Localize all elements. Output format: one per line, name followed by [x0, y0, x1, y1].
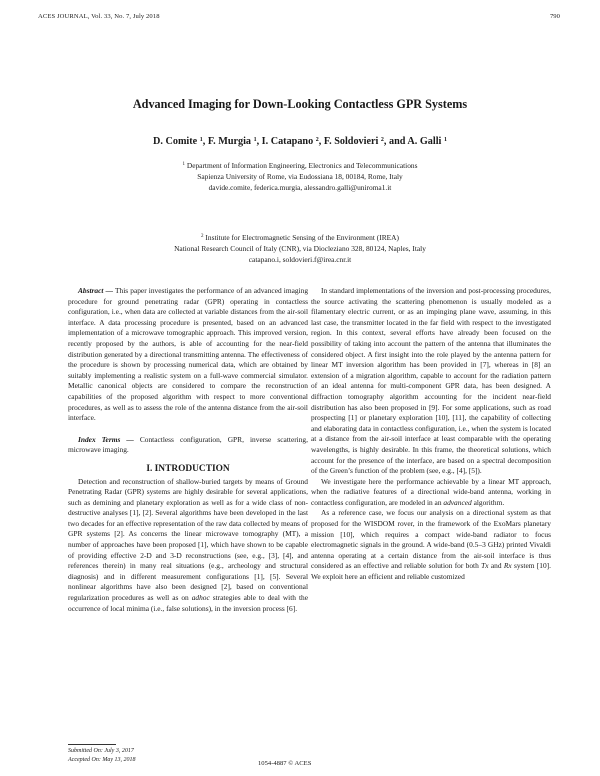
affiliation-email: davide.comite, federica.murgia, alessandro.galli@uniroma1.it [208, 183, 392, 193]
right-column [311, 286, 551, 583]
author-name: D. Comite [153, 136, 198, 147]
abstract [68, 286, 308, 424]
paragraph-text: We investigate here the performance achievable by a linear MT approach, when the radiative features of a directional wide-band antenna, working in contactless configuration, are modeled in an [311, 476, 551, 507]
index-terms-label: Index Terms — [78, 434, 134, 444]
paragraph-italic: Rx [503, 561, 512, 571]
author-list: D. Comite $^1$, F. Murgia $^1$, I. Catapano $^2$, F. Soldovieri $^2$, and A. Galli $^1$ [153, 136, 447, 147]
paragraph-italic: adhoc [191, 593, 210, 603]
submitted-date: Submitted On: July 3, 2017 [68, 748, 134, 754]
affiliation-email: catapano.i, soldovieri.f@irea.cnr.it [248, 255, 352, 265]
paragraph-text: As a reference case, we focus our analysis on a directional system as that proposed for the WISDOM rover, in the framework of the ExoMars planetary mission [10], which requires a compact wide-band radiator to focus electromagnetic signals in the ground. A wide-band (0.5–3 GHz) printed Vivaldi antenna operating at a certain distance from the air-soil interface is thus considered as an effective and reliable solution for both [311, 508, 551, 571]
author-name: F. Soldovieri [323, 136, 379, 147]
affiliation-line: Department of Information Engineering, Electronics and Telecommunications [186, 161, 418, 170]
intro-paragraph-1 [68, 477, 308, 615]
affiliation-number: 1 [182, 162, 185, 167]
intro-paragraph-4 [311, 508, 551, 582]
author-and: and [389, 136, 406, 147]
issn-copyright: 1054-4887 © ACES [258, 760, 312, 767]
paragraph-italic: Tx [481, 561, 489, 571]
affiliation-line: Sapienza University of Rome, via Eudossiana 18, 00184, Rome, Italy [197, 172, 403, 182]
paper-title: Advanced Imaging for Down-Looking Contactless GPR Systems [132, 97, 468, 111]
author-affiliation-mark: 1 [443, 137, 447, 143]
paragraph-italic: advanced [443, 497, 472, 507]
paragraph-text: algorithm. [473, 497, 505, 507]
intro-paragraph-3 [311, 477, 551, 509]
abstract-label: Abstract — [78, 286, 113, 295]
footnote-rule [68, 744, 116, 745]
affiliation-2 [0, 231, 600, 266]
affiliation-number: 2 [201, 234, 204, 239]
journal-header: ACES JOURNAL, Vol. 33, No. 7, July 2018 [38, 13, 160, 20]
paragraph-text: and [490, 561, 502, 571]
author-affiliation-mark: 1 [253, 137, 257, 143]
index-terms-text: Contactless configuration, GPR, inverse scattering, microwave imaging. [68, 434, 308, 455]
author-affiliation-mark: 1 [199, 137, 203, 143]
affiliation-line: National Research Council of Italy (CNR), via Diocleziano 328, 80124, Naples, Italy [174, 244, 426, 254]
intro-paragraph-2: In standard implementations of the inversion and post-processing procedures, the source activating the scattering phenomenon is usually modeled as a filamentary electric current, or as an impinging plane wave, assuming, in this last case, the transmitter located in the far field with respect to the investigated region. In this context, several efforts have already been focused on the possibility of taking into account the pattern of the antenna that illuminates the considered object. A first insight into the role played by the antenna pattern for linear MT inversion algorithm has been provided in [7], whereas in [8] an extension of a migration algorithm, capable to account for the radiation pattern of an ideal antenna for multi-component GPR data, has been designed. A diffraction tomography algorithm accounting for the incident near-field distribution has also been proposed in [9]. For some applications, such as road prospecting [1] or planetary exploration [10], [11], the capability of collecting and elaborating data in contactless configuration, i.e., when the system is located at a distance from the air-soil interface at least comparable with the operating wavelengths, is highly desirable. In this frame, the theoretical solutions, which account for the presence of the interface, are based on a spectral decomposition of the Green’s function of the problem (see, e.g., [4], [5]). [311, 286, 551, 476]
author-name: I. Catapano [261, 136, 314, 147]
abstract-text: This paper investigates the performance of an advanced imaging procedure for ground penetrating radar (GPR) operating in contactless configuration, i.e., when data are collected at variable distances from the air-soil interface. A data processing procedure is presented, based on an advanced implementation of a microwave tomographic approach. This improved version, recently proposed by the authors, is able of accounting for the near-field distribution generated by a directional transmitting antenna. The effectiveness of the procedure is shown by processing numerical data, which are obtained by suitably implementing a realistic system on a full-wave commercial simulator. Metallic canonical objects are considered to compare the reconstruction capabilities of the proposed algorithm with respect to more conventional procedures, as well as to assess the role of the antenna distance from the air-soil interface. [68, 286, 309, 423]
author-name: F. Murgia [207, 136, 252, 147]
paragraph-text: strategies able to deal with the occurrence of local minima (i.e., false solutions), in the inversion process [6]. [68, 593, 308, 613]
affiliation-1 [0, 159, 600, 194]
affiliation-line: Institute for Electromagnetic Sensing of the Environment (IREA) [205, 233, 399, 242]
submission-dates [68, 747, 135, 765]
index-terms [68, 435, 308, 456]
paragraph-text: system [10]. We exploit here an efficient and reliable customized [311, 561, 551, 582]
section-heading: I. INTRODUCTION [146, 463, 230, 474]
page-number: 790 [550, 13, 560, 20]
author-affiliation-mark: 2 [315, 137, 319, 143]
paragraph-text: Detection and reconstruction of shallow-buried targets by means of Ground Penetrating Radar (GPR) systems are highly desirable for several applications, such as demining and planetary exploration as well as for a wide class of non-destructive analyses [1], [2]. Several algorithms have been developed in the last two decades for an effective representation of the raw data collected by means of GPR systems [2]. As concerns the linear microwave tomography (MT), a number of approaches have been proposed [1], which have shown to be capable of providing effective 2-D and 3-D reconstructions (see, e.g., [3], [4], and references therein) in many real situations (e.g., archeology and structural diagnosis) and in different measurement configurations [1], [5]. Several nonlinear algorithms have also been designed [2], based on conventional regularization procedures as well as on [68, 476, 308, 603]
left-column [68, 286, 308, 614]
author-affiliation-mark: 2 [380, 137, 384, 143]
accepted-date: Accepted On: May 13, 2018 [68, 757, 136, 763]
author-name: A. Galli [407, 136, 442, 147]
